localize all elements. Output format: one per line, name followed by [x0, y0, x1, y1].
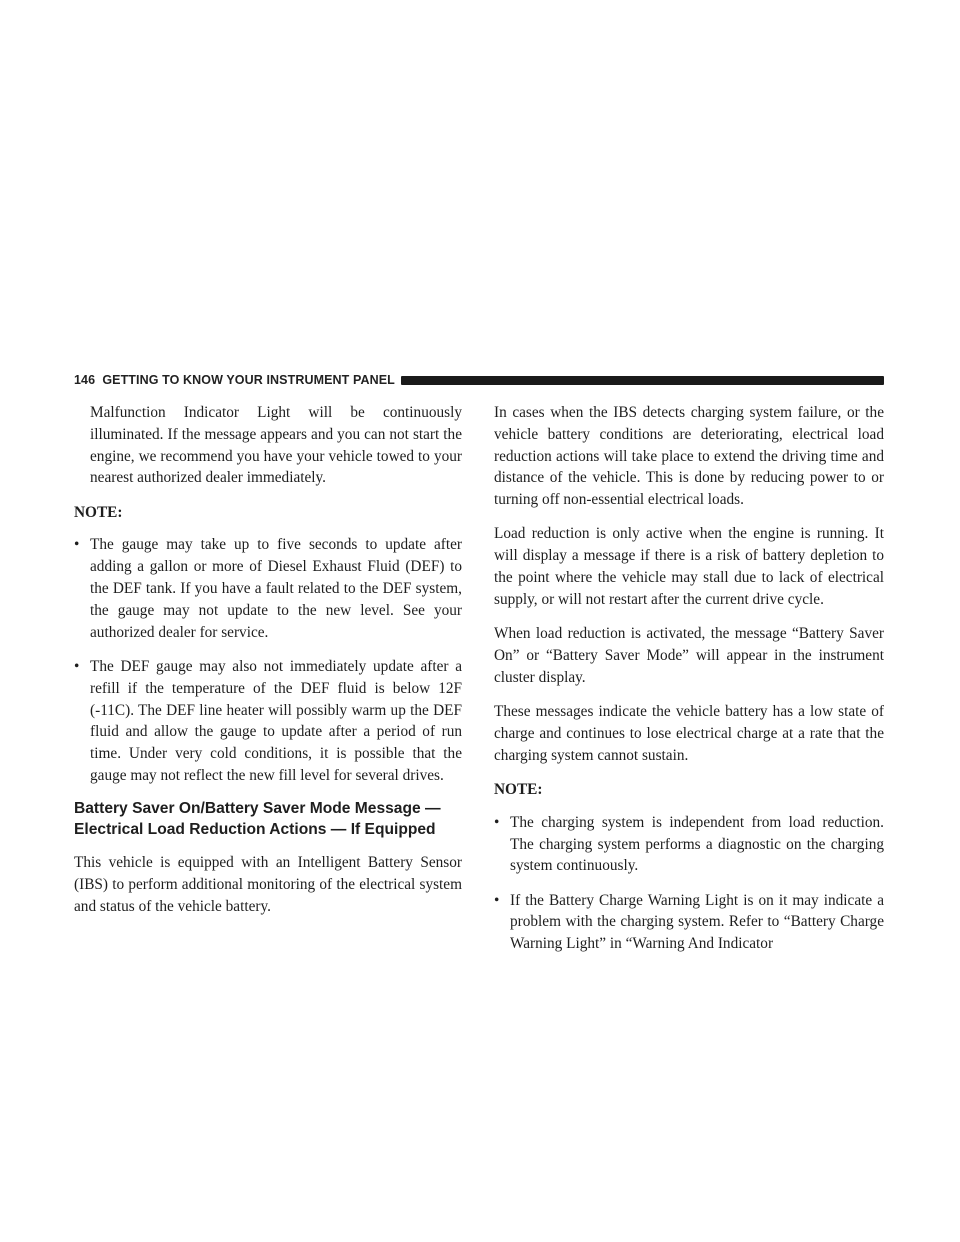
body-paragraph: When load reduction is activated, the message “Battery Saver On” or “Battery Saver Mode” will appear in the instrument cluster display. — [494, 625, 884, 686]
header-rule — [401, 376, 884, 385]
right-column — [494, 402, 884, 968]
left-column — [74, 402, 462, 930]
section-title: GETTING TO KNOW YOUR INSTRUMENT PANEL — [102, 373, 395, 387]
page-header-text — [74, 373, 395, 387]
bullet-text: If the Battery Charge Warning Light is on it may indicate a problem with the charging system. Refer to “Battery Charge Warning Light” in “Warning And Indicator — [510, 891, 884, 953]
section-heading: Battery Saver On/Battery Saver Mode Message — Electrical Load Reduction Actions — If Equipped — [74, 800, 441, 838]
bullet-icon: • — [494, 891, 500, 909]
intro-paragraph: This vehicle is equipped with an Intelligent Battery Sensor (IBS) to perform additional monitoring of the electrical system and status of the vehicle battery. — [74, 854, 462, 915]
bullet-text: The gauge may take up to five seconds to update after adding a gallon or more of Diesel Exhaust Fluid (DEF) to the DEF tank. If you have a fault related to the DEF system, the gauge may not update to the new level. See your authorized dealer for service. — [90, 536, 462, 641]
body-paragraph: In cases when the IBS detects charging system failure, or the vehicle battery conditions are deteriorating, electrical load reduction actions will take place to extend the driving time and distance of the vehicle. This is done by reducing power to or turning off non-essential electrical loads. — [494, 404, 884, 509]
bullet-text: The DEF gauge may also not immediately update after a refill if the temperature of the DEF fluid is below 12F (-11C). The DEF line heater will possibly warm up the DEF fluid and allow the gauge to update after a period of run time. Under very cold conditions, it is possible that the gauge may not reflect the new fill level for several drives. — [90, 657, 462, 784]
body-paragraph: These messages indicate the vehicle battery has a low state of charge and continues to lose electrical charge at a rate that the charging system cannot sustain. — [494, 703, 884, 764]
bullet-icon: • — [494, 813, 500, 831]
list-item — [74, 656, 462, 787]
page-header — [74, 370, 884, 390]
list-item — [74, 534, 462, 643]
bullet-icon: • — [74, 536, 80, 554]
bullet-icon: • — [74, 657, 80, 675]
page-number: 146 — [74, 373, 96, 387]
note-label: NOTE: — [494, 780, 543, 798]
bullet-text: The charging system is independent from load reduction. The charging system performs a diagnostic on the charging system continuously. — [510, 813, 884, 875]
body-paragraph: Load reduction is only active when the engine is running. It will display a message if there is a risk of battery depletion to the point where the vehicle may stall due to lack of electrical supply, or will not restart after the current drive cycle. — [494, 525, 884, 608]
list-item — [494, 812, 884, 877]
list-item — [494, 890, 884, 955]
note-label: NOTE: — [74, 503, 123, 521]
continued-paragraph: Malfunction Indicator Light will be continuously illuminated. If the message appears and you can not start the engine, we recommend you have your vehicle towed to your nearest authorized dealer immediately. — [90, 404, 462, 487]
